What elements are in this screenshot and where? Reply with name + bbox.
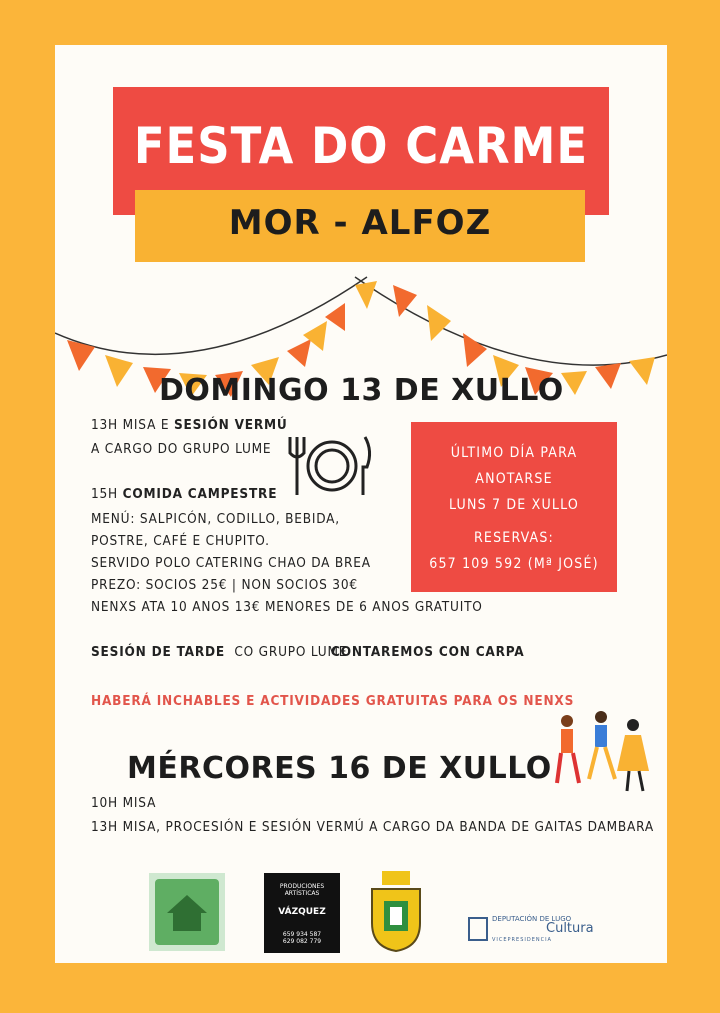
text-bold: CONTAREMOS CON CARPA: [331, 644, 525, 660]
day1-line-8: NENXS ATA 10 ANOS 13€ MENORES DE 6 ANOS GRATUITO: [91, 599, 483, 615]
vazquez-name: VÁZQUEZ: [278, 907, 326, 917]
carpa-line: [331, 644, 524, 660]
plate-cutlery-icon: [287, 433, 377, 499]
box-line-2: ANOTARSE: [475, 471, 553, 487]
box-line-5: 657 109 592 (Mª JOSÉ): [429, 556, 599, 572]
day1-line-1: [91, 417, 288, 433]
text-bold: COMIDA CAMPESTRE: [122, 486, 278, 502]
text: 13H MISA E: [91, 417, 174, 433]
day2-heading: MÉRCORES 16 DE XULLO: [127, 751, 552, 786]
vazquez-logo: [264, 873, 340, 953]
vazquez-tagline: PRODUCIONES ARTÍSTICAS: [279, 883, 325, 897]
coat-of-arms-icon: [368, 871, 424, 953]
dancers-illustration: [549, 707, 659, 797]
day1-line-4: MENÚ: SALPICÓN, CODILLO, BEBIDA,: [91, 511, 340, 527]
box-line-4: RESERVAS:: [473, 530, 555, 546]
day1-line-5: POSTRE, CAFÉ E CHUPITO.: [91, 533, 270, 549]
day1-line-7: PREZO: SOCIOS 25€ | NON SOCIOS 30€: [91, 577, 358, 593]
day1-heading: DOMINGO 13 DE XULLO: [159, 373, 564, 408]
box-line-1: ÚLTIMO DÍA PARA: [450, 445, 578, 461]
tarde-line: [91, 644, 347, 660]
association-logo: [149, 873, 225, 951]
house-icon: [149, 873, 225, 951]
cultura-label: Cultura: [546, 921, 594, 936]
day1-line-3: [91, 486, 277, 502]
lugo-culture-logo: [468, 907, 608, 947]
shield-icon: [468, 917, 488, 941]
text-bold: SESIÓN DE TARDE: [91, 644, 226, 660]
box-line-3: LUNS 7 DE XULLO: [449, 497, 579, 513]
lugo-label: DEPUTACIÓN DE LUGO: [492, 915, 572, 923]
vazquez-phone-2: 629 082 779: [282, 938, 322, 945]
event-title: FESTA DO CARME: [133, 117, 589, 175]
vazquez-phone-1: 659 934 587: [282, 931, 322, 938]
day2-line-2: 13H MISA, PROCESIÓN E SESIÓN VERMÚ A CARGO DA BANDA DE GAITAS DAMBARA: [91, 819, 654, 835]
kids-activities: HABERÁ INCHABLES E ACTIVIDADES GRATUITAS PARA OS NENXS: [91, 693, 575, 709]
day2-line-1: 10H MISA: [91, 795, 157, 811]
text: 15H: [91, 486, 123, 502]
poster: [55, 45, 667, 963]
vice-label: VICEPRESIDENCIA: [492, 937, 552, 943]
text-bold: SESIÓN VERMÚ: [173, 417, 288, 433]
event-location: MOR - ALFOZ: [228, 203, 492, 243]
day1-line-6: SERVIDO POLO CATERING CHAO DA BREA: [91, 555, 371, 571]
day1-line-2: A CARGO DO GRUPO LUME: [91, 441, 272, 457]
text: CO GRUPO LUME: [234, 644, 348, 660]
